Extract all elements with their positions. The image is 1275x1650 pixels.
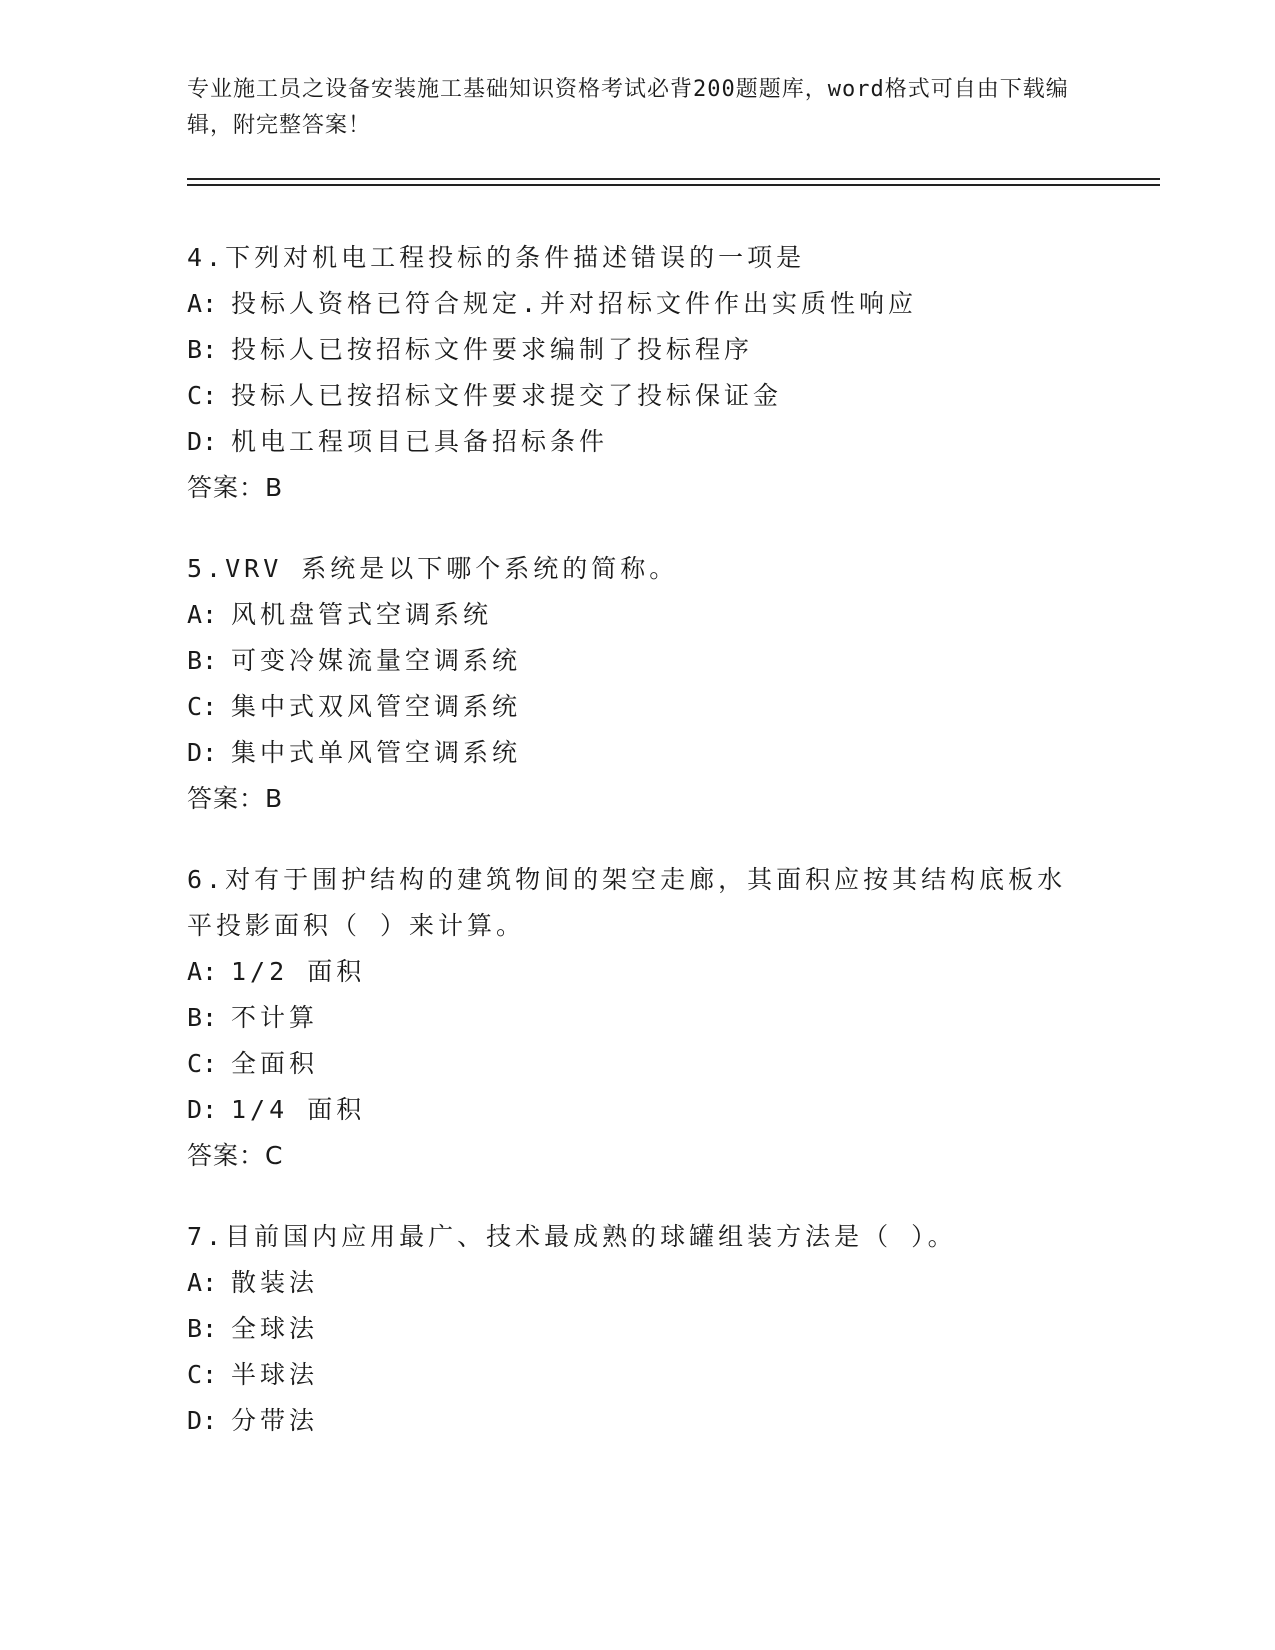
document-header <box>187 72 1087 144</box>
option-a <box>187 592 1087 638</box>
option-b <box>187 1306 1087 1352</box>
question-item <box>187 235 1087 511</box>
option-letter: C: <box>187 381 218 410</box>
option-letter: B: <box>187 1003 218 1032</box>
option-text: 分带法 <box>231 1406 319 1435</box>
option-c <box>187 1352 1087 1398</box>
question-text: 6.对有于围护结构的建筑物间的架空走廊，其面积应按其结构底板水平投影面积（ ）来计算。 <box>187 865 1067 940</box>
question-list <box>187 235 1087 1479</box>
option-b <box>187 995 1087 1041</box>
option-letter: B: <box>187 646 218 675</box>
option-letter: A: <box>187 600 218 629</box>
answer-line: 答案：B <box>187 784 284 813</box>
question-text: 5.VRV 系统是以下哪个系统的简称。 <box>187 554 679 583</box>
option-letter: D: <box>187 738 218 767</box>
option-text: 集中式双风管空调系统 <box>231 692 522 721</box>
header-divider-bottom <box>187 184 1160 186</box>
option-text: 1/4 面积 <box>231 1095 366 1124</box>
option-d <box>187 1087 1087 1133</box>
question-item <box>187 857 1087 1179</box>
option-text: 投标人已按招标文件要求编制了投标程序 <box>231 335 754 364</box>
option-text: 集中式单风管空调系统 <box>231 738 522 767</box>
option-a <box>187 949 1087 995</box>
option-text: 散装法 <box>231 1268 319 1297</box>
answer-line: 答案：B <box>187 473 284 502</box>
header-intro-text: 专业施工员之设备安装施工基础知识资格考试必背200题题库，word格式可自由下载编辑，附完整答案！ <box>187 77 1069 138</box>
option-letter: A: <box>187 957 218 986</box>
option-letter: B: <box>187 1314 218 1343</box>
header-divider-top <box>187 178 1160 180</box>
option-text: 不计算 <box>231 1003 319 1032</box>
option-letter: D: <box>187 427 218 456</box>
option-text: 投标人资格已符合规定.并对招标文件作出实质性响应 <box>231 289 918 318</box>
option-text: 机电工程项目已具备招标条件 <box>231 427 609 456</box>
option-letter: C: <box>187 692 218 721</box>
option-letter: B: <box>187 335 218 364</box>
option-c <box>187 373 1087 419</box>
option-letter: A: <box>187 1268 218 1297</box>
question-text: 7.目前国内应用最广、技术最成熟的球罐组装方法是（ ）。 <box>187 1222 957 1251</box>
option-letter: C: <box>187 1049 218 1078</box>
option-d <box>187 419 1087 465</box>
question-item <box>187 1214 1087 1444</box>
option-a <box>187 1260 1087 1306</box>
option-b <box>187 327 1087 373</box>
option-c <box>187 684 1087 730</box>
option-letter: A: <box>187 289 218 318</box>
option-text: 全面积 <box>231 1049 319 1078</box>
option-a <box>187 281 1087 327</box>
option-d <box>187 1398 1087 1444</box>
option-c <box>187 1041 1087 1087</box>
option-letter: D: <box>187 1406 218 1435</box>
option-d <box>187 730 1087 776</box>
option-text: 风机盘管式空调系统 <box>231 600 493 629</box>
option-letter: C: <box>187 1360 218 1389</box>
option-text: 1/2 面积 <box>231 957 366 986</box>
answer-line: 答案：C <box>187 1141 284 1170</box>
option-b <box>187 638 1087 684</box>
option-text: 可变冷媒流量空调系统 <box>231 646 522 675</box>
option-letter: D: <box>187 1095 218 1124</box>
question-item <box>187 546 1087 822</box>
option-text: 全球法 <box>231 1314 319 1343</box>
option-text: 半球法 <box>231 1360 319 1389</box>
question-text: 4.下列对机电工程投标的条件描述错误的一项是 <box>187 243 806 272</box>
option-text: 投标人已按招标文件要求提交了投标保证金 <box>231 381 783 410</box>
